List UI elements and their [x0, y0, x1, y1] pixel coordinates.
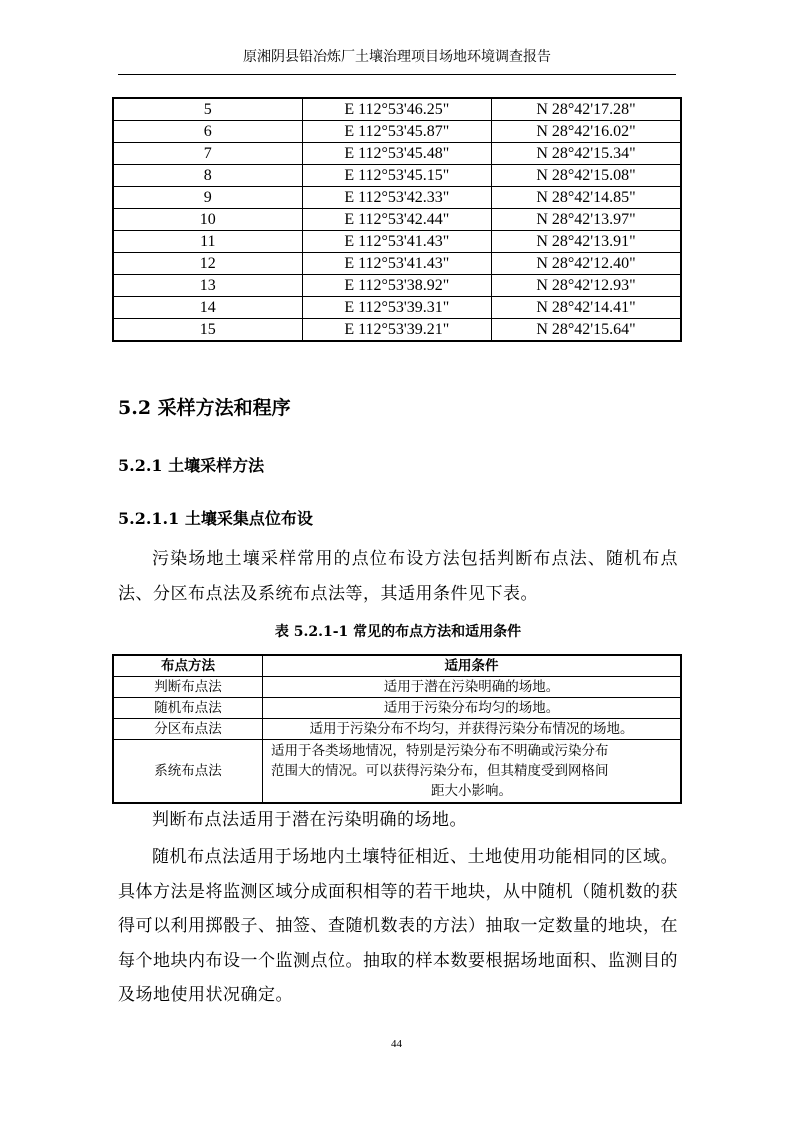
table-row — [113, 275, 681, 297]
latitude: N 28°42'12.93" — [492, 275, 681, 297]
condition-line: 适用于各类场地情况，特别是污染分布不明确或污染分布 — [271, 743, 609, 759]
table-row — [113, 121, 681, 143]
method-condition: 适用于污染分布不均匀，并获得污染分布情况的场地。 — [263, 719, 682, 740]
longitude: E 112°53'39.21" — [302, 319, 491, 342]
latitude: N 28°42'13.91" — [492, 231, 681, 253]
table-caption: 表 5.2.1-1 常见的布点方法和适用条件 — [274, 624, 522, 640]
point-number: 11 — [113, 231, 302, 253]
condition-line: 范围大的情况。可以获得污染分布，但其精度受到网格间 — [271, 763, 609, 779]
table-row — [113, 231, 681, 253]
method-name: 判断布点法 — [113, 677, 263, 698]
table-row — [113, 740, 681, 804]
table-row — [113, 677, 681, 698]
table-row — [113, 297, 681, 319]
point-number: 13 — [113, 275, 302, 297]
condition-line: 距大小影响。 — [431, 783, 512, 799]
table-row — [113, 187, 681, 209]
latitude: N 28°42'14.41" — [492, 297, 681, 319]
sampling-method-table — [112, 654, 682, 804]
latitude: N 28°42'14.85" — [492, 187, 681, 209]
point-number: 5 — [113, 98, 302, 121]
column-header: 布点方法 — [113, 655, 263, 677]
section-heading: 5.2 采样方法和程序 — [118, 397, 291, 419]
page-header: 原湘阴县铅冶炼厂土壤治理项目场地环境调查报告 — [243, 50, 551, 65]
latitude: N 28°42'15.34" — [492, 143, 681, 165]
latitude: N 28°42'16.02" — [492, 121, 681, 143]
table-row — [113, 98, 681, 121]
paragraph: 随机布点法适用于场地内土壤特征相近、土地使用功能相同的区域。具体方法是将监测区域分成面积相等的若干地块，从中随机（随机数的获得可以利用掷骰子、抽签、查随机数表的方法）抽取一定数量的地块，在每个地块内布设一个监测点位。抽取的样本数要根据场地面积、监测目的及场地使用状况确定。 — [118, 847, 678, 1005]
column-header: 适用条件 — [263, 655, 682, 677]
longitude: E 112°53'38.92" — [302, 275, 491, 297]
point-number: 12 — [113, 253, 302, 275]
longitude: E 112°53'42.33" — [302, 187, 491, 209]
point-number: 7 — [113, 143, 302, 165]
point-number: 14 — [113, 297, 302, 319]
method-condition: 适用于潜在污染明确的场地。 — [263, 677, 682, 698]
table-row — [113, 165, 681, 187]
latitude: N 28°42'13.97" — [492, 209, 681, 231]
table-row — [113, 143, 681, 165]
subsection-heading: 5.2.1 土壤采样方法 — [118, 456, 265, 475]
latitude: N 28°42'15.64" — [492, 319, 681, 342]
table-row — [113, 319, 681, 342]
point-number: 8 — [113, 165, 302, 187]
latitude: N 28°42'12.40" — [492, 253, 681, 275]
method-name: 分区布点法 — [113, 719, 263, 740]
table-header-row — [113, 655, 681, 677]
table-row — [113, 253, 681, 275]
longitude: E 112°53'46.25" — [302, 98, 491, 121]
longitude: E 112°53'42.44" — [302, 209, 491, 231]
table-row — [113, 698, 681, 719]
table-row — [113, 719, 681, 740]
latitude: N 28°42'15.08" — [492, 165, 681, 187]
table-row — [113, 209, 681, 231]
method-name: 系统布点法 — [113, 740, 263, 804]
header-rule — [118, 74, 676, 75]
method-condition — [263, 740, 682, 804]
point-number: 15 — [113, 319, 302, 342]
longitude: E 112°53'45.15" — [302, 165, 491, 187]
longitude: E 112°53'45.87" — [302, 121, 491, 143]
coordinate-table — [112, 97, 682, 342]
method-name: 随机布点法 — [113, 698, 263, 719]
point-number: 9 — [113, 187, 302, 209]
point-number: 10 — [113, 209, 302, 231]
paragraph: 污染场地土壤采样常用的点位布设方法包括判断布点法、随机布点法、分区布点法及系统布点法等，其适用条件见下表。 — [118, 549, 678, 604]
point-number: 6 — [113, 121, 302, 143]
subsubsection-heading: 5.2.1.1 土壤采集点位布设 — [118, 509, 313, 528]
latitude: N 28°42'17.28" — [492, 98, 681, 121]
paragraph: 判断布点法适用于潜在污染明确的场地。 — [152, 810, 467, 830]
longitude: E 112°53'41.43" — [302, 253, 491, 275]
page-number: 44 — [391, 1038, 402, 1050]
longitude: E 112°53'39.31" — [302, 297, 491, 319]
longitude: E 112°53'45.48" — [302, 143, 491, 165]
method-condition: 适用于污染分布均匀的场地。 — [263, 698, 682, 719]
longitude: E 112°53'41.43" — [302, 231, 491, 253]
